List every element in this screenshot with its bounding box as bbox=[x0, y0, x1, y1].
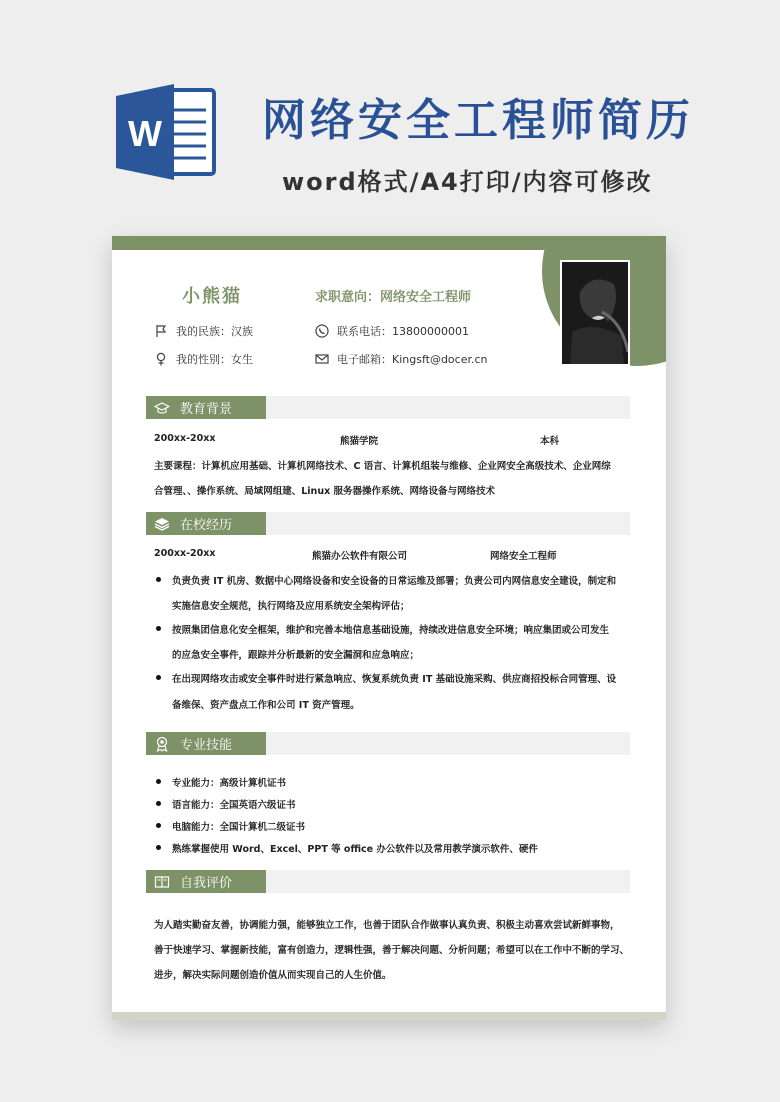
bullet-dot bbox=[156, 801, 161, 806]
education-degree: 本科 bbox=[540, 436, 560, 447]
bottom-accent-band bbox=[112, 1012, 666, 1020]
promo-header bbox=[0, 0, 780, 230]
promo-subtitle: word格式/A4打印/内容可修改 bbox=[282, 168, 653, 196]
education-school: 熊猫学院 bbox=[340, 436, 379, 447]
info-phone bbox=[315, 323, 469, 339]
skill-item-1: 专业能力：高级计算机证书 bbox=[172, 778, 287, 789]
skill-item-4: 熟练掌握使用 Word、Excel、PPT 等 office 办公软件以及常用教学演示软件、硬件 bbox=[172, 844, 538, 855]
section-education-title: 教育背景 bbox=[180, 402, 233, 417]
section-self-eval-title: 自我评价 bbox=[180, 876, 233, 891]
education-courses-line2: 合管理、、操作系统、局域网组建、Linux 服务器操作系统、网络设备与网络技术 bbox=[154, 486, 496, 497]
ethnicity-text: 我的民族：汉族 bbox=[176, 325, 253, 338]
experience-company: 熊猫办公软件有限公司 bbox=[312, 551, 408, 562]
bullet-dot bbox=[156, 779, 161, 784]
female-icon bbox=[154, 352, 168, 366]
section-experience-title: 在校经历 bbox=[180, 518, 233, 533]
bullet-dot bbox=[156, 823, 161, 828]
profile-photo bbox=[560, 260, 630, 366]
section-education-tag bbox=[146, 396, 266, 419]
email-text: 电子邮箱：Kingsft@docer.cn bbox=[337, 353, 488, 366]
portrait-image bbox=[562, 262, 630, 366]
info-gender bbox=[154, 351, 253, 367]
bullet-dot bbox=[156, 845, 161, 850]
section-skills bbox=[146, 732, 630, 755]
self-eval-line1: 为人踏实勤奋友善，协调能力强，能够独立工作，也善于团队合作做事认真负责、积极主动喜欢尝试新鲜事物， bbox=[154, 920, 620, 931]
experience-item-2-line1: 按照集团信息化安全框架，维护和完善本地信息基础设施，持续改进信息安全环境；响应集团或公司发生 bbox=[172, 625, 610, 636]
section-skills-title: 专业技能 bbox=[180, 738, 233, 753]
phone-icon bbox=[315, 324, 329, 338]
info-email bbox=[315, 351, 488, 367]
experience-item-1-line2: 实施信息安全规范，执行网络及应用系统安全架构评估； bbox=[172, 601, 410, 612]
section-self-eval bbox=[146, 870, 630, 893]
gender-text: 我的性别：女生 bbox=[176, 353, 253, 366]
phone-text: 联系电话：13800000001 bbox=[337, 325, 469, 338]
candidate-name: 小熊猫 bbox=[182, 286, 242, 307]
resume-sheet bbox=[112, 236, 666, 1020]
mail-icon bbox=[315, 352, 329, 366]
self-eval-line3: 进步，解决实际问题创造价值从而实现自己的人生价值。 bbox=[154, 970, 392, 981]
layers-icon bbox=[154, 517, 170, 531]
experience-period: 200xx-20xx bbox=[154, 548, 216, 559]
award-icon bbox=[154, 736, 170, 752]
bullet-dot bbox=[156, 577, 161, 582]
flag-icon bbox=[154, 324, 168, 338]
experience-item-3-line1: 在出现网络攻击或安全事件时进行紧急响应、恢复系统负责 IT 基础设施采购、供应商招投标合同管理、设 bbox=[172, 674, 617, 685]
experience-item-3-line2: 备维保、资产盘点工作和公司 IT 资产管理。 bbox=[172, 700, 360, 711]
book-icon bbox=[154, 875, 170, 889]
section-skills-tag bbox=[146, 732, 266, 755]
section-self-eval-tag bbox=[146, 870, 266, 893]
bullet-dot bbox=[156, 675, 161, 680]
education-courses-line1: 主要课程：计算机应用基础、计算机网络技术、C 语言、计算机组装与维修、企业网安全高级技术、企业网综 bbox=[154, 461, 611, 472]
skill-item-3: 电脑能力：全国计算机二级证书 bbox=[172, 822, 306, 833]
section-experience-tag bbox=[146, 512, 266, 535]
section-experience bbox=[146, 512, 630, 535]
word-logo-icon bbox=[112, 80, 220, 184]
word-logo-letter: W bbox=[128, 113, 162, 154]
self-eval-line2: 善于快速学习、掌握新技能，富有创造力，逻辑性强，善于解决问题、分析问题；希望可以在工作中不断的学习、 bbox=[154, 945, 630, 956]
experience-item-2-line2: 的应急安全事件，跟踪并分析最新的安全漏洞和应急响应； bbox=[172, 650, 420, 661]
experience-item-1-line1: 负责负责 IT 机房、数据中心网络设备和安全设备的日常运维及部署；负责公司内网信息安全建设，制定和 bbox=[172, 576, 617, 587]
section-education bbox=[146, 396, 630, 419]
bullet-dot bbox=[156, 626, 161, 631]
education-period: 200xx-20xx bbox=[154, 433, 216, 444]
promo-title: 网络安全工程师简历 bbox=[262, 95, 694, 146]
skill-item-2: 语言能力：全国英语六级证书 bbox=[172, 800, 296, 811]
job-objective: 求职意向：网络安全工程师 bbox=[315, 290, 472, 305]
graduation-cap-icon bbox=[154, 401, 170, 415]
experience-position: 网络安全工程师 bbox=[490, 551, 557, 562]
info-ethnicity bbox=[154, 323, 253, 339]
